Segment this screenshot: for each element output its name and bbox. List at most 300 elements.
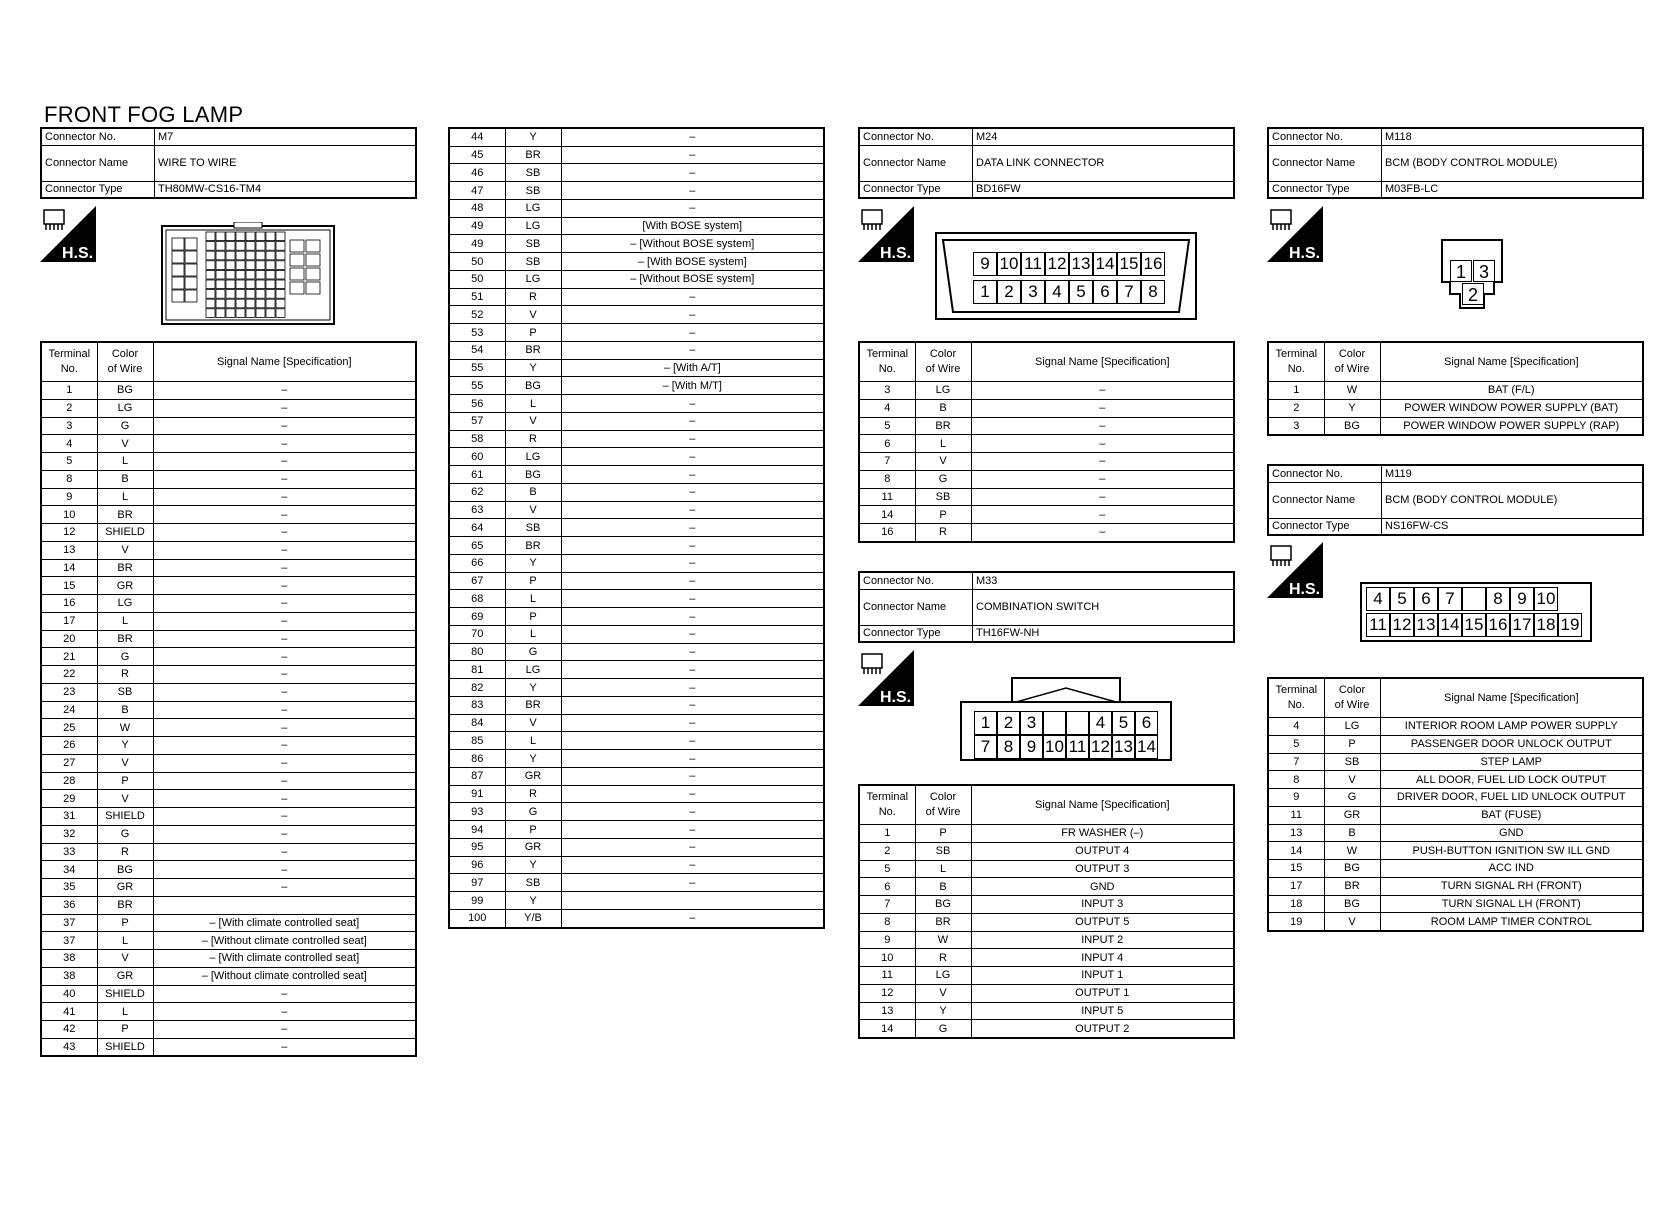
m24-pin: 15 — [1117, 252, 1141, 276]
signal-name: – — [153, 808, 416, 826]
terminal-row — [859, 506, 1234, 524]
terminal-row — [449, 572, 824, 590]
terminal-no: 40 — [41, 985, 97, 1003]
signal-name — [153, 896, 416, 914]
m119-no: M119 — [1382, 465, 1644, 482]
signal-name: – — [971, 488, 1234, 506]
signal-name: – — [561, 288, 824, 306]
m7-terminal-table — [40, 341, 417, 1057]
terminal-no: 8 — [859, 913, 915, 931]
signal-name: – — [153, 612, 416, 630]
terminal-row — [41, 985, 416, 1003]
wire-color: G — [915, 1020, 971, 1038]
terminal-no: 17 — [1268, 877, 1324, 895]
wire-color: V — [505, 412, 561, 430]
terminal-row — [41, 470, 416, 488]
terminal-row — [41, 595, 416, 613]
label-connector-no: Connector No. — [859, 128, 973, 145]
m24-terminal-box — [858, 341, 1235, 543]
terminal-no: 97 — [449, 874, 505, 892]
wire-color: L — [505, 625, 561, 643]
terminal-row — [859, 896, 1234, 914]
terminal-row — [41, 914, 416, 932]
terminal-no: 51 — [449, 288, 505, 306]
signal-name: – — [153, 488, 416, 506]
signal-name: – — [153, 417, 416, 435]
m33-pin: 13 — [1112, 735, 1135, 759]
m24-info-box — [858, 127, 1235, 199]
label-connector-no: Connector No. — [859, 572, 973, 589]
wire-color: V — [97, 754, 153, 772]
terminal-row — [449, 359, 824, 377]
terminal-no: 14 — [859, 506, 915, 524]
terminal-row — [449, 324, 824, 342]
terminal-no: 34 — [41, 861, 97, 879]
label-connector-name: Connector Name — [1268, 145, 1382, 181]
signal-name: – — [561, 679, 824, 697]
wire-color: L — [505, 732, 561, 750]
wire-color: P — [505, 324, 561, 342]
terminal-no: 63 — [449, 501, 505, 519]
terminal-row — [449, 146, 824, 164]
terminal-row — [41, 825, 416, 843]
m118-connector-diagram — [1440, 238, 1504, 312]
terminal-row — [41, 701, 416, 719]
wire-color: Y — [505, 750, 561, 768]
terminal-no: 10 — [41, 506, 97, 524]
terminal-row — [859, 1020, 1234, 1038]
signal-name: – — [561, 164, 824, 182]
wire-color: BR — [915, 417, 971, 435]
signal-name — [561, 892, 824, 910]
terminal-no: 61 — [449, 466, 505, 484]
wire-color: GR — [97, 967, 153, 985]
terminal-row — [1268, 753, 1643, 771]
wire-color: P — [97, 772, 153, 790]
terminal-row — [449, 235, 824, 253]
m119-pin: 19 — [1558, 613, 1582, 637]
header-terminal-no: Terminal No. — [41, 342, 97, 382]
label-connector-type: Connector Type — [1268, 181, 1382, 198]
terminal-row — [41, 577, 416, 595]
terminal-no: 12 — [859, 984, 915, 1002]
signal-name: – — [561, 324, 824, 342]
header-terminal-no: Terminal No. — [859, 785, 915, 825]
m24-pin: 6 — [1093, 280, 1117, 304]
m24-info-table — [858, 127, 1235, 199]
signal-name: – [With climate controlled seat] — [153, 950, 416, 968]
signal-name: PUSH-BUTTON IGNITION SW ILL GND — [1380, 842, 1643, 860]
signal-name: – — [561, 696, 824, 714]
signal-name: – — [153, 825, 416, 843]
terminal-no: 83 — [449, 696, 505, 714]
terminal-row — [859, 453, 1234, 471]
signal-name: INPUT 1 — [971, 967, 1234, 985]
terminal-row — [449, 412, 824, 430]
svg-text:H.S.: H.S. — [1289, 245, 1321, 262]
m24-pin: 14 — [1093, 252, 1117, 276]
signal-name: INTERIOR ROOM LAMP POWER SUPPLY — [1380, 718, 1643, 736]
wire-color: G — [915, 470, 971, 488]
wire-color: Y — [505, 679, 561, 697]
m119-pin: 18 — [1534, 613, 1558, 637]
m118-pin-2: 2 — [1462, 283, 1484, 305]
wire-color: BG — [1324, 895, 1380, 913]
signal-name: OUTPUT 4 — [971, 842, 1234, 860]
terminal-row — [859, 399, 1234, 417]
m33-pin: 12 — [1089, 735, 1112, 759]
terminal-row — [41, 612, 416, 630]
terminal-no: 8 — [1268, 771, 1324, 789]
signal-name: – — [561, 590, 824, 608]
terminal-no: 7 — [1268, 753, 1324, 771]
signal-name: BAT (F/L) — [1380, 382, 1643, 400]
terminal-no: 3 — [859, 382, 915, 400]
terminal-no: 85 — [449, 732, 505, 750]
terminal-no: 11 — [859, 488, 915, 506]
m24-pin: 5 — [1069, 280, 1093, 304]
wire-color: SB — [1324, 753, 1380, 771]
m24-pin: 2 — [997, 280, 1021, 304]
m7-name: WIRE TO WIRE — [155, 145, 417, 181]
signal-name: OUTPUT 3 — [971, 860, 1234, 878]
terminal-no: 9 — [859, 931, 915, 949]
terminal-row — [1268, 417, 1643, 435]
wire-color: R — [915, 524, 971, 542]
m24-name: DATA LINK CONNECTOR — [973, 145, 1235, 181]
terminal-no: 19 — [1268, 913, 1324, 931]
header-signal-name: Signal Name [Specification] — [1380, 342, 1643, 382]
terminal-row — [449, 306, 824, 324]
wire-color: L — [97, 1003, 153, 1021]
m24-connector-diagram — [935, 232, 1197, 320]
terminal-no: 28 — [41, 772, 97, 790]
wire-color: L — [915, 435, 971, 453]
signal-name: – — [153, 737, 416, 755]
signal-name: GND — [1380, 824, 1643, 842]
terminal-row — [449, 448, 824, 466]
signal-name: STEP LAMP — [1380, 753, 1643, 771]
signal-name: – — [153, 541, 416, 559]
wire-color: R — [97, 843, 153, 861]
terminal-row — [859, 470, 1234, 488]
terminal-row — [41, 754, 416, 772]
signal-name: – — [561, 625, 824, 643]
m119-pin: 11 — [1366, 613, 1390, 637]
wire-color: V — [1324, 771, 1380, 789]
terminal-row — [859, 417, 1234, 435]
terminal-no: 1 — [859, 825, 915, 843]
terminal-no: 22 — [41, 666, 97, 684]
wire-color: G — [97, 825, 153, 843]
signal-name: – [With BOSE system] — [561, 253, 824, 271]
terminal-no: 5 — [41, 453, 97, 471]
m119-connector-diagram — [1360, 582, 1592, 642]
terminal-no: 6 — [859, 878, 915, 896]
terminal-no: 41 — [41, 1003, 97, 1021]
m7-no: M7 — [155, 128, 417, 145]
m33-pin: 1 — [974, 711, 997, 735]
terminal-no: 68 — [449, 590, 505, 608]
wire-color: P — [97, 1021, 153, 1039]
signal-name: INPUT 3 — [971, 896, 1234, 914]
m7-terminal-cont-table — [448, 127, 825, 929]
terminal-row — [449, 128, 824, 146]
terminal-no: 14 — [1268, 842, 1324, 860]
signal-name: – — [561, 714, 824, 732]
signal-name: – — [561, 785, 824, 803]
signal-name: POWER WINDOW POWER SUPPLY (RAP) — [1380, 417, 1643, 435]
m119-terminal-table — [1267, 677, 1644, 932]
terminal-row — [859, 382, 1234, 400]
terminal-row — [41, 843, 416, 861]
m119-info-box — [1267, 464, 1644, 536]
m33-terminal-box — [858, 784, 1235, 1039]
signal-name: – — [153, 453, 416, 471]
signal-name: – — [153, 648, 416, 666]
terminal-no: 4 — [859, 399, 915, 417]
wire-color: R — [505, 288, 561, 306]
terminal-row — [449, 696, 824, 714]
terminal-no: 36 — [41, 896, 97, 914]
wire-color: Y — [505, 359, 561, 377]
header-terminal-no: Terminal No. — [1268, 342, 1324, 382]
m33-pin: 11 — [1066, 735, 1089, 759]
wire-color: L — [97, 932, 153, 950]
m119-pin: 6 — [1414, 587, 1438, 611]
signal-name: – — [561, 572, 824, 590]
m24-terminal-table — [858, 341, 1235, 543]
m33-pin — [1043, 711, 1066, 735]
wire-color: SB — [505, 253, 561, 271]
terminal-no: 66 — [449, 554, 505, 572]
label-connector-name: Connector Name — [41, 145, 155, 181]
terminal-row — [41, 399, 416, 417]
wire-color: LG — [505, 199, 561, 217]
m119-info-table — [1267, 464, 1644, 536]
m7-type: TH80MW-CS16-TM4 — [155, 181, 417, 198]
terminal-no: 3 — [1268, 417, 1324, 435]
wire-color: BR — [97, 630, 153, 648]
wire-color: Y — [505, 128, 561, 146]
terminal-no: 43 — [41, 1038, 97, 1056]
wire-color: B — [915, 399, 971, 417]
wire-color: P — [505, 572, 561, 590]
terminal-no: 44 — [449, 128, 505, 146]
terminal-no: 58 — [449, 430, 505, 448]
wire-color: LG — [505, 270, 561, 288]
m33-pin: 14 — [1135, 735, 1158, 759]
terminal-row — [859, 842, 1234, 860]
terminal-no: 60 — [449, 448, 505, 466]
m7-connector-diagram — [160, 222, 336, 328]
terminal-row — [449, 608, 824, 626]
wire-color: SHIELD — [97, 1038, 153, 1056]
terminal-no: 80 — [449, 643, 505, 661]
m118-pin-1: 1 — [1450, 260, 1472, 282]
wire-color: BG — [505, 377, 561, 395]
terminal-no: 11 — [859, 967, 915, 985]
wire-color: L — [505, 590, 561, 608]
signal-name: – — [561, 821, 824, 839]
terminal-row — [449, 785, 824, 803]
wire-color: BG — [1324, 860, 1380, 878]
m24-pin: 11 — [1021, 252, 1045, 276]
wire-color: SHIELD — [97, 985, 153, 1003]
signal-name: – — [561, 128, 824, 146]
m33-terminal-table — [858, 784, 1235, 1039]
terminal-row — [449, 199, 824, 217]
terminal-no: 81 — [449, 661, 505, 679]
terminal-row — [41, 666, 416, 684]
terminal-row — [1268, 735, 1643, 753]
wire-color: SHIELD — [97, 524, 153, 542]
terminal-no: 17 — [41, 612, 97, 630]
wire-color: SB — [505, 182, 561, 200]
terminal-row — [449, 430, 824, 448]
svg-text:H.S.: H.S. — [880, 245, 912, 262]
terminal-no: 8 — [41, 470, 97, 488]
wire-color: Y/B — [505, 909, 561, 927]
label-connector-no: Connector No. — [1268, 128, 1382, 145]
terminal-no: 12 — [41, 524, 97, 542]
terminal-no: 37 — [41, 932, 97, 950]
terminal-row — [449, 643, 824, 661]
wire-color: BG — [97, 861, 153, 879]
terminal-no: 65 — [449, 537, 505, 555]
terminal-no: 64 — [449, 519, 505, 537]
m24-pin: 13 — [1069, 252, 1093, 276]
m24-pin: 1 — [973, 280, 997, 304]
wire-color: V — [915, 453, 971, 471]
label-connector-type: Connector Type — [859, 181, 973, 198]
wire-color: L — [505, 395, 561, 413]
terminal-no: 14 — [41, 559, 97, 577]
terminal-row — [449, 661, 824, 679]
signal-name: – — [153, 382, 416, 400]
terminal-row — [859, 1002, 1234, 1020]
signal-name: – — [561, 643, 824, 661]
terminal-no: 31 — [41, 808, 97, 826]
terminal-row — [449, 732, 824, 750]
header-color-of-wire: Color of Wire — [1324, 678, 1380, 718]
label-connector-name: Connector Name — [859, 145, 973, 181]
signal-name: – — [153, 435, 416, 453]
wire-color: BR — [505, 537, 561, 555]
signal-name: – — [561, 803, 824, 821]
signal-name: – — [153, 1021, 416, 1039]
terminal-row — [859, 949, 1234, 967]
wire-color: LG — [505, 217, 561, 235]
wire-color: LG — [505, 448, 561, 466]
terminal-no: 29 — [41, 790, 97, 808]
terminal-no: 69 — [449, 608, 505, 626]
signal-name: DRIVER DOOR, FUEL LID UNLOCK OUTPUT — [1380, 789, 1643, 807]
svg-text:H.S.: H.S. — [62, 245, 94, 262]
terminal-no: 4 — [41, 435, 97, 453]
terminal-row — [1268, 718, 1643, 736]
signal-name: – — [561, 501, 824, 519]
m119-pin: 7 — [1438, 587, 1462, 611]
wire-color: R — [915, 949, 971, 967]
signal-name: – — [971, 506, 1234, 524]
wire-color: W — [915, 931, 971, 949]
terminal-row — [1268, 806, 1643, 824]
terminal-row — [449, 892, 824, 910]
wire-color: P — [915, 825, 971, 843]
terminal-row — [1268, 860, 1643, 878]
signal-name: INPUT 4 — [971, 949, 1234, 967]
wire-color: G — [97, 648, 153, 666]
m33-pin: 5 — [1112, 711, 1135, 735]
label-connector-no: Connector No. — [41, 128, 155, 145]
wire-color: Y — [915, 1002, 971, 1020]
wire-color: V — [97, 950, 153, 968]
signal-name: OUTPUT 1 — [971, 984, 1234, 1002]
wire-color: P — [97, 914, 153, 932]
wire-color: BR — [97, 559, 153, 577]
wire-color: GR — [97, 577, 153, 595]
signal-name: – — [971, 399, 1234, 417]
m119-pin: 12 — [1390, 613, 1414, 637]
signal-name: FR WASHER (–) — [971, 825, 1234, 843]
terminal-row — [41, 524, 416, 542]
wire-color: LG — [915, 967, 971, 985]
terminal-row — [1268, 382, 1643, 400]
terminal-row — [859, 984, 1234, 1002]
terminal-no: 2 — [41, 399, 97, 417]
terminal-row — [449, 856, 824, 874]
terminal-no: 50 — [449, 253, 505, 271]
m24-type: BD16FW — [973, 181, 1235, 198]
wire-color: SB — [505, 235, 561, 253]
signal-name: – [With climate controlled seat] — [153, 914, 416, 932]
terminal-no: 5 — [859, 417, 915, 435]
m33-pin: 8 — [997, 735, 1020, 759]
terminal-row — [41, 896, 416, 914]
signal-name: OUTPUT 2 — [971, 1020, 1234, 1038]
m119-pin — [1462, 587, 1486, 611]
terminal-row — [449, 803, 824, 821]
signal-name: – — [153, 861, 416, 879]
signal-name: – — [153, 879, 416, 897]
terminal-no: 84 — [449, 714, 505, 732]
terminal-no: 49 — [449, 217, 505, 235]
signal-name: ACC IND — [1380, 860, 1643, 878]
terminal-no: 13 — [859, 1002, 915, 1020]
wire-color: Y — [97, 737, 153, 755]
m24-pin: 3 — [1021, 280, 1045, 304]
label-connector-name: Connector Name — [1268, 482, 1382, 518]
signal-name: ROOM LAMP TIMER CONTROL — [1380, 913, 1643, 931]
terminal-row — [1268, 913, 1643, 931]
terminal-no: 86 — [449, 750, 505, 768]
m119-terminal-box — [1267, 677, 1644, 932]
terminal-row — [859, 931, 1234, 949]
signal-name: – — [561, 341, 824, 359]
terminal-no: 47 — [449, 182, 505, 200]
terminal-row — [41, 417, 416, 435]
m118-terminal-table — [1267, 341, 1644, 436]
signal-name: – — [561, 395, 824, 413]
m118-pin-3: 3 — [1473, 260, 1495, 282]
wire-color: W — [97, 719, 153, 737]
wire-color: V — [97, 435, 153, 453]
wire-color: G — [505, 803, 561, 821]
wire-color: SB — [505, 164, 561, 182]
terminal-no: 57 — [449, 412, 505, 430]
terminal-no: 100 — [449, 909, 505, 927]
